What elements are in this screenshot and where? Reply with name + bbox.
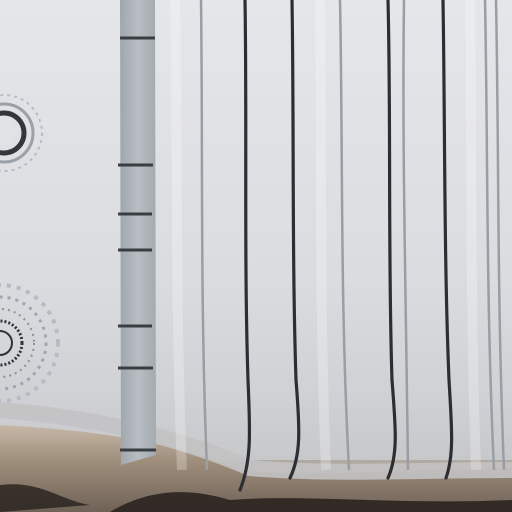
grey-band	[118, 0, 156, 465]
